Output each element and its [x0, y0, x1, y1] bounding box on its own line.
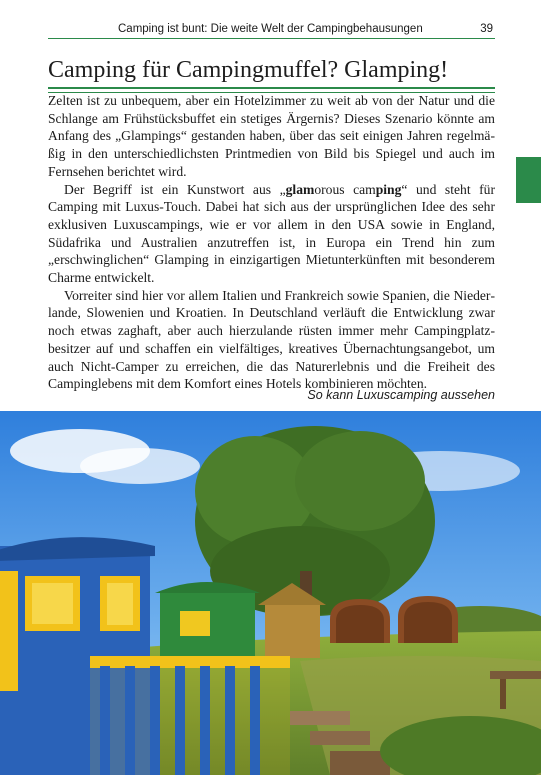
p2-bold-ping: ping: [375, 181, 402, 197]
article-body: [48, 92, 495, 393]
running-head-title: Camping ist bunt: Die weite Welt der Campingbehausungen: [118, 23, 423, 35]
p2-bold-glam: glam: [285, 181, 315, 197]
paragraph-3: Vorreiter sind hier vor allem Italien und Frankreich sowie Spanien, die Niederlande, Slowenien und Kroatien. In Deutschland verläuft die Entwicklung zwar noch etwas zaghaft, aber auch hierzulande rüsten immer mehr Campingplatzbesitzer auf und schaffen ein vielfältiges, kreatives Übernachtungsangebot, um auch Nicht-Camper zu erreichen, die das Naturerlebnis und die Freiheit des Campinglebens mit dem Komfort eines Hotels kombinieren möchten.: [48, 287, 495, 392]
p2-post: “ und steht für Camping mit Luxus-Touch. Dabei hat sich aus der ursprünglichen Idee des sehr exklusiven Luxuscampings, wie er vor allem in den USA sowie in England, Südafrika und Australien anzutreffen ist, in Europa ein Trend hin zum „erschwinglichen“ Glamping in einzigartigen Mietunterkünften mit besonderem Charme entwickelt.: [48, 181, 495, 286]
glamping-photo: [0, 411, 541, 775]
p2-pre: Der Begriff ist ein Kunstwort aus „: [64, 181, 286, 197]
paragraph-1: Zelten ist zu unbequem, aber ein Hotelzimmer zu weit ab von der Natur und die Schlange am Frühstücksbuffet ein stetiges Ärgernis? Dieses Szenario könnte am Anfang des „Glampings“ gestanden haben, über das seit einigen Jahren regelmäßig in den unterschiedlichsten Printmedien von Bild bis Spiegel und auch im Fernsehen berichtet wird.: [48, 93, 495, 179]
article-title: [48, 55, 495, 89]
article-title-text: Camping für Campingmuffel? Glamping!: [48, 57, 449, 83]
page-number: 39: [480, 23, 493, 35]
paragraph-2: [48, 181, 495, 287]
photo-caption: So kann Luxuscamping aussehen: [307, 388, 495, 402]
p2-mid: orous cam: [314, 181, 376, 197]
chapter-tab: [516, 157, 541, 203]
running-head: [48, 20, 495, 39]
